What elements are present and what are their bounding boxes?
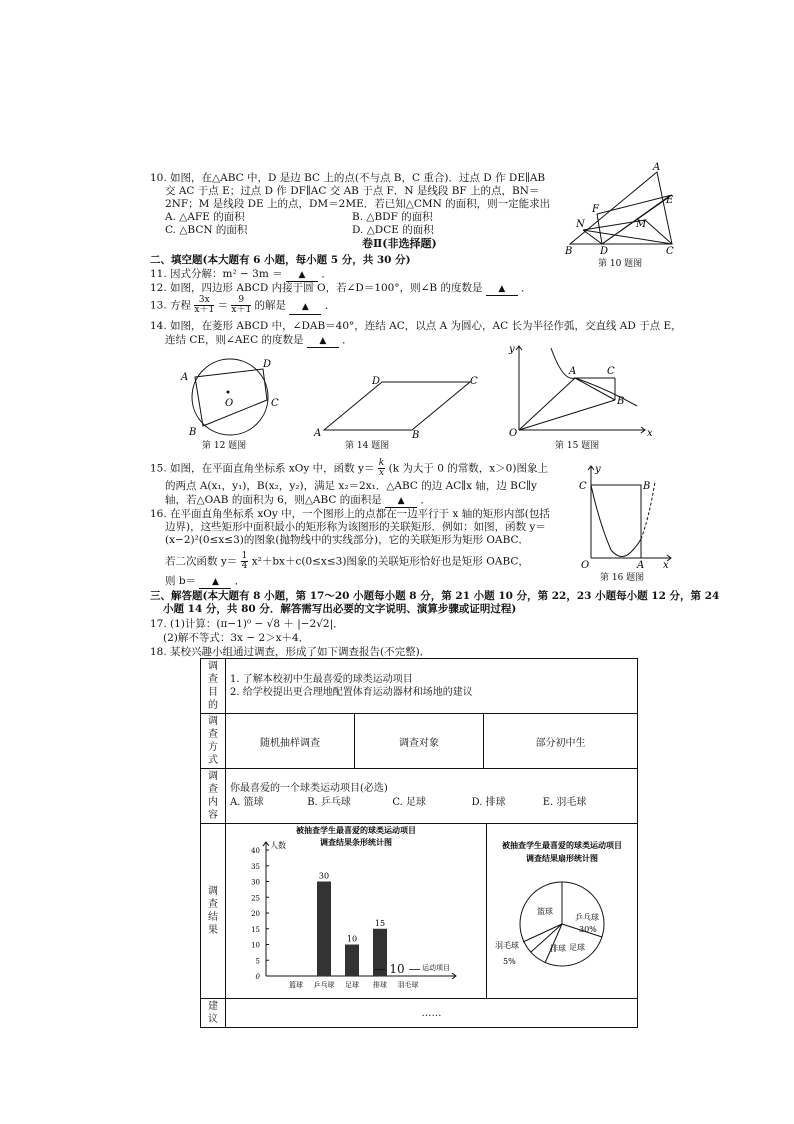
q13-den2: x＋1 bbox=[231, 305, 252, 315]
fig14-label-b: B bbox=[412, 430, 420, 440]
pie-label-pingpong-pct: 30% bbox=[579, 925, 597, 934]
fig15-label-y: y bbox=[509, 344, 515, 355]
q12-answer-blank[interactable] bbox=[486, 282, 518, 296]
q13-eq: ＝ bbox=[217, 299, 229, 312]
fig12-label-d: D bbox=[263, 359, 272, 370]
q10-line1: 10. 如图，在△ABC 中，D 是边 BC 上的点(不与点 B，C 重合)．过点 D 作 DE∥AB bbox=[150, 172, 546, 184]
q16-line4a: 若二次函数 y＝ bbox=[165, 555, 238, 568]
bar-data-label: 30 bbox=[318, 871, 330, 881]
pie-label-badminton: 羽毛球 bbox=[495, 941, 519, 950]
bar-chart-title-line1: 被抽查学生最喜爱的球类运动项目 bbox=[296, 825, 416, 835]
section2-title: 二、填空题(本大题有 6 小题，每小题 5 分，共 30 分) bbox=[150, 254, 411, 266]
fig12-circle-quadrilateral bbox=[175, 352, 290, 437]
report-option-d: D. 排球 bbox=[471, 797, 506, 808]
q11 bbox=[150, 268, 332, 282]
fig16-label-b: B bbox=[643, 481, 651, 492]
q15-fraction bbox=[378, 459, 385, 478]
bar-chart-xlabel: 运动项目 bbox=[422, 964, 450, 972]
report-content-question: 你最喜爱的一个球类运动项目(必选) bbox=[230, 783, 388, 794]
q13-pre: 13. 方程 bbox=[150, 299, 192, 312]
report-option-c: C. 足球 bbox=[392, 797, 427, 808]
pie-label-badminton-pct: 5% bbox=[503, 957, 516, 966]
q15-line1 bbox=[150, 459, 548, 478]
report-purpose-2: 2. 给学校提出更合理地配置体育运动器材和场地的建议 bbox=[230, 687, 473, 698]
q13-fraction-1 bbox=[194, 296, 214, 315]
q16-frac-num: 1 bbox=[241, 551, 248, 561]
report-purpose-cell bbox=[226, 659, 638, 714]
blank-triangle-icon: ▲ bbox=[298, 270, 306, 280]
q11-answer-blank[interactable] bbox=[286, 268, 318, 282]
fig15-coordinate-figure bbox=[505, 342, 655, 437]
report-option-e: E. 羽毛球 bbox=[542, 797, 587, 808]
y-tick-label: 10 bbox=[251, 941, 260, 950]
fig12-label-c: C bbox=[271, 398, 279, 409]
fig12-caption: 第 12 题图 bbox=[202, 441, 247, 451]
fig15-label-x: x bbox=[647, 428, 653, 437]
fig14-rhombus bbox=[312, 370, 487, 440]
q16-frac-den: 4 bbox=[241, 561, 248, 571]
q10-option-c: C. △BCN 的面积 bbox=[165, 224, 248, 236]
q15-answer-blank[interactable] bbox=[385, 494, 417, 508]
blank-triangle-icon: ▲ bbox=[319, 336, 327, 346]
bar-chart-title-line2: 调查结果条形统计图 bbox=[320, 837, 392, 847]
q14-line2 bbox=[165, 334, 353, 348]
report-content-cell bbox=[226, 769, 638, 824]
pie-label-pingpong: 乒乓球 bbox=[575, 913, 599, 922]
q10-label-b: B bbox=[565, 246, 573, 256]
fig14-caption: 第 14 题图 bbox=[345, 441, 390, 451]
page-number: — 10 — bbox=[373, 962, 421, 976]
q11-end: ． bbox=[321, 268, 332, 280]
report-suggest-value: …… bbox=[226, 999, 638, 1028]
fig15-label-o: O bbox=[509, 428, 518, 437]
section3-title-line2: 小题 14 分，共 80 分．解答需写出必要的文字说明、演算步骤或证明过程) bbox=[163, 603, 517, 615]
q13-fraction-2 bbox=[231, 296, 251, 315]
x-tick-label: 羽毛球 bbox=[397, 981, 419, 989]
q14-end: ． bbox=[342, 334, 353, 346]
q16-line4b: x²＋bx＋c(0≤x≤3)图象的关联矩形恰好也是矩形 OABC， bbox=[251, 555, 529, 568]
q10-label-f: F bbox=[592, 204, 599, 215]
q16-answer-blank[interactable] bbox=[199, 575, 231, 589]
pie-label-football: 足球 bbox=[569, 943, 585, 952]
fig16-parabola-figure bbox=[575, 462, 675, 570]
x-tick-label: 排球 bbox=[373, 981, 387, 989]
q10-fig-caption: 第 10 题图 bbox=[598, 259, 643, 269]
blank-triangle-icon: ▲ bbox=[397, 496, 405, 506]
report-object-value: 部分初中生 bbox=[484, 714, 638, 769]
q10-label-e: E bbox=[666, 195, 674, 206]
q10-option-b: B. △BDF 的面积 bbox=[352, 211, 433, 223]
pie-label-basketball: 篮球 bbox=[537, 907, 553, 916]
q10-line3: 2NF；M 是线段 DE 上的点，DM＝2ME．若已知△CMN 的面积，则一定能求出 bbox=[165, 198, 551, 210]
fig15-label-c: C bbox=[607, 366, 615, 377]
section3-title-line1: 三、解答题(本大题有 8 小题，第 17～20 小题每小题 8 分，第 21 小题 10 分，第 22，23 小题每小题 12 分，第 24 bbox=[150, 590, 720, 602]
q13-post: 的解是 bbox=[254, 299, 287, 312]
bar-data-label: 15 bbox=[374, 918, 386, 928]
q13-num2: 9 bbox=[231, 296, 251, 306]
q15-frac-num: k bbox=[378, 458, 385, 468]
pie-title-line1: 被抽查学生最喜爱的球类运动项目 bbox=[502, 840, 622, 850]
q15-line2: 的两点 A(x₁，y₁)，B(x₂，y₂)，满足 x₂＝2x₁．△ABC 的边 AC∥x 轴，边 BC∥y bbox=[165, 480, 537, 492]
q18-intro: 18. 某校兴趣小组通过调查，形成了如下调查报告(不完整)． bbox=[150, 646, 431, 658]
y-tick-label: 35 bbox=[251, 862, 260, 871]
report-purpose-label: 调查目的 bbox=[201, 659, 226, 714]
pie-label-volleyball: 排球 bbox=[550, 944, 566, 953]
q16-end: ． bbox=[234, 575, 246, 587]
y-tick-label: 30 bbox=[251, 878, 260, 887]
q17-line1: 17. (1)计算：(π−1)⁰ − √8 ＋ |−2√2|． bbox=[150, 618, 344, 630]
blank-triangle-icon: ▲ bbox=[301, 301, 309, 312]
report-result-label: 调查结果 bbox=[201, 824, 226, 999]
x-tick-label: 乒乓球 bbox=[313, 981, 335, 989]
q17-line2: (2)解不等式：3x − 2＞x＋4． bbox=[163, 632, 310, 644]
y-tick-label: 0 bbox=[255, 973, 260, 981]
q15-frac-den: x bbox=[378, 468, 385, 478]
bar-data-label: 10 bbox=[346, 934, 358, 944]
report-purpose-1: 1. 了解本校初中生最喜爱的球类运动项目 bbox=[230, 674, 413, 685]
fig15-label-a: A bbox=[569, 366, 577, 377]
q16-line3: (x−2)²(0≤x≤3)的图象(抛物线中的实线部分)，它的关联矩形为矩形 OABC． bbox=[165, 534, 530, 546]
q15-line3-text: 轴，若△OAB 的面积为 6，则△ABC 的面积是 bbox=[165, 494, 382, 506]
fig14-label-a: A bbox=[314, 428, 322, 439]
q16-fraction bbox=[241, 552, 249, 571]
y-tick-label: 5 bbox=[255, 957, 260, 966]
fig12-label-b: B bbox=[189, 427, 197, 437]
q13-den1: x＋1 bbox=[194, 305, 215, 315]
bar-chart-ylabel: 人数 bbox=[270, 841, 286, 850]
y-tick-label: 15 bbox=[251, 925, 260, 934]
q10-label-n: N bbox=[576, 219, 585, 230]
fig12-label-o: O bbox=[225, 398, 234, 409]
q15-end: ． bbox=[420, 494, 431, 506]
fig16-label-x: x bbox=[663, 560, 669, 570]
blank-triangle-icon: ▲ bbox=[211, 577, 219, 587]
fig14-label-c: C bbox=[470, 376, 478, 387]
fig16-label-o: O bbox=[581, 560, 590, 570]
q10-label-m: M bbox=[636, 219, 647, 230]
fig16-label-y: y bbox=[595, 464, 601, 475]
report-option-b: B. 乒乓球 bbox=[307, 797, 351, 808]
q10-line2: 交 AC 于点 E；过点 D 作 DF∥AC 交 AB 于点 F．N 是线段 BF 上的点，BN＝ bbox=[165, 185, 540, 197]
fig12-label-a: A bbox=[181, 372, 189, 383]
q16-line2: 边界)，这些矩形中面积最小的矩形称为该图形的关联矩形．例如：如图，函数 y＝ bbox=[165, 521, 546, 533]
pie-title-line2: 调查结果扇形统计图 bbox=[526, 853, 598, 863]
q14-line2-text: 连结 CE，则∠AEC 的度数是 bbox=[165, 334, 304, 346]
y-tick-label: 20 bbox=[251, 910, 260, 918]
q16-line4 bbox=[165, 552, 529, 571]
q14-line1: 14. 如图，在菱形 ABCD 中，∠DAB＝40°，连结 AC，以点 A 为圆心，AC 长为半径作弧，交直线 AD 于点 E， bbox=[150, 320, 682, 332]
fig15-caption: 第 15 题图 bbox=[555, 441, 600, 451]
report-object-label: 调查对象 bbox=[355, 714, 484, 769]
report-method-label: 调查方式 bbox=[201, 714, 226, 769]
q13-num1: 3x bbox=[194, 296, 214, 306]
q13-answer-blank[interactable] bbox=[289, 299, 321, 315]
q16-line1: 16. 在平面直角坐标系 xOy 中，一个图形上的点都在一边平行于 x 轴的矩形内部(包括 bbox=[150, 508, 550, 520]
q12-end: ． bbox=[521, 282, 532, 294]
q15-line3 bbox=[165, 494, 431, 508]
q10-option-a: A. △AFE 的面积 bbox=[165, 211, 245, 223]
q10-option-d: D. △DCE 的面积 bbox=[352, 224, 434, 236]
q16-line5-text: 则 b＝ bbox=[165, 575, 197, 587]
q10-label-c: C bbox=[666, 246, 674, 256]
q13-end: ． bbox=[324, 299, 336, 312]
report-content-label: 调查内容 bbox=[201, 769, 226, 824]
fig16-label-c: C bbox=[579, 481, 587, 492]
x-tick-label: 足球 bbox=[345, 981, 359, 989]
q14-answer-blank[interactable] bbox=[307, 334, 339, 348]
x-tick-label: 篮球 bbox=[289, 981, 303, 989]
q15-line1a: 15. 如图，在平面直角坐标系 xOy 中，函数 y＝ bbox=[150, 462, 375, 475]
report-suggest-label: 建议 bbox=[201, 999, 226, 1028]
report-options bbox=[230, 796, 633, 810]
q16-line5 bbox=[165, 575, 245, 589]
fig15-label-b: B bbox=[617, 396, 625, 407]
y-tick-label: 25 bbox=[251, 894, 260, 903]
fig14-label-d: D bbox=[372, 376, 381, 387]
q10-label-a: A bbox=[653, 162, 661, 173]
q13 bbox=[150, 296, 335, 315]
report-option-a: A. 篮球 bbox=[230, 797, 264, 808]
y-tick-label: 40 bbox=[251, 847, 260, 855]
part2-title: 卷Ⅱ(非选择题) bbox=[362, 237, 437, 250]
q12-text: 12. 如图，四边形 ABCD 内接于圆 O，若∠D＝100°，则∠B 的度数是 bbox=[150, 282, 483, 294]
fig16-caption: 第 16 题图 bbox=[600, 573, 645, 583]
q10-label-d: D bbox=[600, 246, 609, 256]
q10-figure bbox=[560, 160, 680, 256]
q15-line1b: (k 为大于 0 的常数，x＞0)图象上 bbox=[388, 462, 548, 475]
q12 bbox=[150, 282, 532, 296]
fig16-label-a: A bbox=[637, 560, 645, 570]
report-method-value: 随机抽样调查 bbox=[226, 714, 355, 769]
blank-triangle-icon: ▲ bbox=[498, 284, 506, 294]
q11-text: 11. 因式分解：m² − 3m ＝ bbox=[150, 268, 283, 280]
